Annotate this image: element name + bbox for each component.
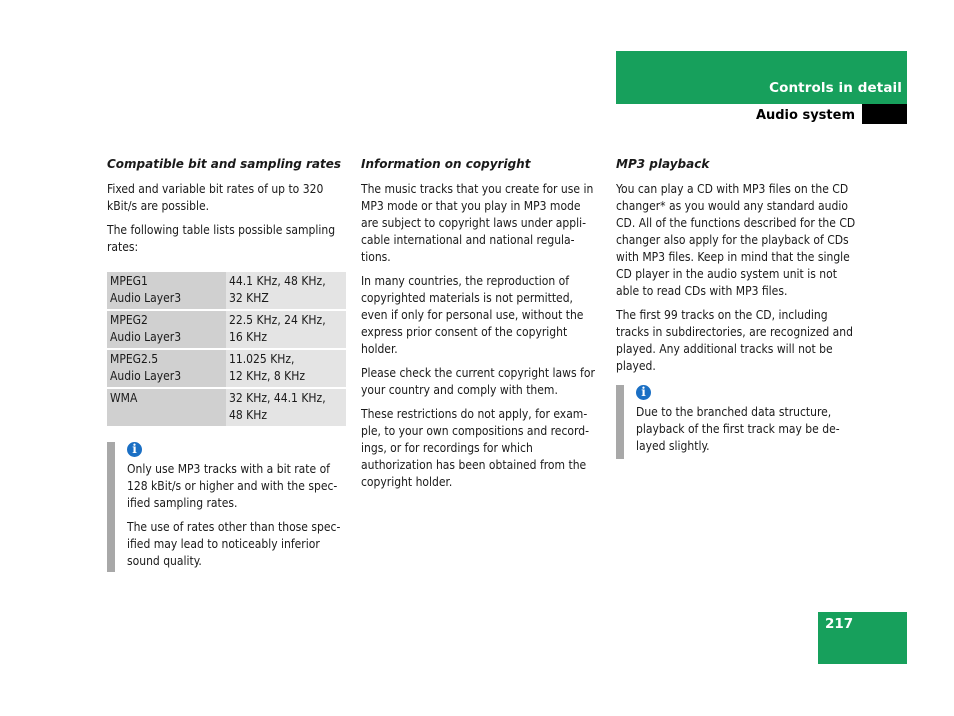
section-marker: [862, 104, 907, 124]
page-number: 217: [825, 616, 854, 632]
format-cell: WMA: [107, 388, 226, 427]
paragraph: You can play a CD with MP3 files on the CD changer* as you would any standard audio CD. All of the functions described for the CD changer also apply for the playback of CDs with MP3 files. Keep in mind that the single CD player in the audio system unit is not able to read CDs with MP3 files.: [616, 182, 856, 298]
format-cell: MPEG2 Audio Layer3: [107, 310, 226, 349]
paragraph: These restrictions do not apply, for exam-ple, to your own compositions and record-ings, or for recordings for which authorization has been obtained from the copyright holder.: [361, 407, 589, 489]
rates-cell: 44.1 KHz, 48 KHz, 32 KHZ: [226, 272, 346, 310]
table-row: [107, 388, 346, 427]
rates-cell: 22.5 KHz, 24 KHz, 16 KHz: [226, 310, 346, 349]
format-cell: MPEG2.5 Audio Layer3: [107, 349, 226, 388]
info-icon: i: [636, 385, 651, 400]
rates-cell: 32 KHz, 44.1 KHz, 48 KHz: [226, 388, 346, 427]
table-row: [107, 310, 346, 349]
header-bar: [616, 51, 907, 104]
info-icon: i: [127, 442, 142, 457]
paragraph: In many countries, the reproduction of copyrighted materials is not permitted, even if only for personal use, without the express prior consent of the copyright holder.: [361, 274, 584, 356]
section-title: Controls in detail: [769, 80, 902, 96]
paragraph: The first 99 tracks on the CD, including tracks in subdirectories, are recognized and played. Any additional tracks will not be played.: [616, 308, 853, 373]
paragraph: The following table lists possible sampling rates:: [107, 223, 336, 254]
heading-mp3-playback: MP3 playback: [616, 157, 710, 171]
format-cell: MPEG1 Audio Layer3: [107, 272, 226, 310]
heading-copyright: Information on copyright: [361, 157, 531, 171]
note-bar: [107, 442, 115, 572]
paragraph: The music tracks that you create for use in MP3 mode or that you play in MP3 mode are subject to copyright laws under appli-cable international and national regula-tions.: [361, 182, 594, 264]
heading-bit-rates: Compatible bit and sampling rates: [107, 157, 342, 171]
table-row: [107, 272, 346, 310]
rates-cell: 11.025 KHz, 12 KHz, 8 KHz: [226, 349, 346, 388]
column-copyright: [361, 156, 601, 498]
note-paragraph: Only use MP3 tracks with a bit rate of 128 kBit/s or higher and with the spec-ified sampling rates.: [127, 462, 338, 510]
column-bit-rates: [107, 156, 347, 572]
note-bar: [616, 385, 624, 459]
sampling-rates-table: [107, 272, 346, 428]
table-row: [107, 349, 346, 388]
note-paragraph: Due to the branched data structure, playback of the first track may be de-layed slightly.: [636, 405, 840, 453]
paragraph: Please check the current copyright laws for your country and comply with them.: [361, 366, 595, 397]
info-note: [616, 385, 856, 459]
column-mp3-playback: [616, 156, 856, 459]
note-paragraph: The use of rates other than those spec-ified may lead to noticeably inferior sound quality.: [127, 520, 341, 568]
subsection-title: Audio system: [755, 108, 855, 123]
info-note: [107, 442, 347, 572]
paragraph: Fixed and variable bit rates of up to 320 kBit/s are possible.: [107, 182, 324, 213]
